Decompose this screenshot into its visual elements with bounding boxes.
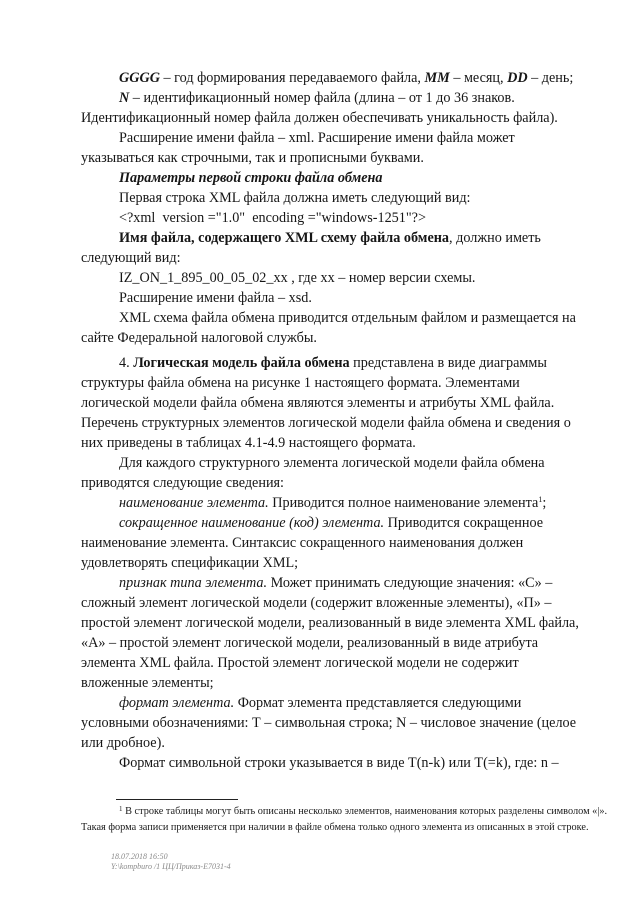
text-line: приводятся следующие сведения: — [81, 475, 285, 491]
text-line: формат элемента. Формат элемента представляется следующими — [119, 695, 522, 711]
text-line: GGGG – год формирования передаваемого файла, MM – месяц, DD – день; — [119, 70, 574, 86]
text-line: 4. Логическая модель файла обмена представлена в виде диаграммы — [119, 355, 547, 371]
text-line: Для каждого структурного элемента логической модели файла обмена — [119, 455, 545, 471]
file-stamp-date: 18.07.2018 16:50 — [111, 852, 168, 861]
footnote-line: Такая форма записи применяется при наличии в файле обмена только одного элемента из описанных в этой строке. — [81, 822, 589, 833]
text-line: Расширение имени файла – xsd. — [119, 290, 312, 306]
text-line: них приведены в таблицах 4.1-4.9 настоящего формата. — [81, 435, 416, 451]
code-line: <?xml version ="1.0" encoding ="windows-1251"?> — [119, 210, 426, 226]
text-line: XML схема файла обмена приводится отдельным файлом и размещается на — [119, 310, 576, 326]
text-line: N – идентификационный номер файла (длина – от 1 до 36 знаков. — [119, 90, 515, 106]
footnote-line: $^1$ В строке таблицы могут быть описаны несколько элементов, наименования которых разделены символом «|». — [119, 805, 608, 817]
text-line: сайте Федеральной налоговой службы. — [81, 330, 317, 346]
section-heading: Параметры первой строки файла обмена — [119, 170, 383, 186]
text-line: Первая строка XML файла должна иметь следующий вид: — [119, 190, 471, 206]
text-line: указываться как строчными, так и прописными буквами. — [81, 150, 424, 166]
text-line: Перечень структурных элементов логической модели файла обмена и сведения о — [81, 415, 571, 431]
text-line: наименование элемента. Синтаксис сокращенного наименования должен — [81, 535, 524, 551]
text-line: удовлетворять спецификации XML; — [81, 555, 299, 571]
text-line: Формат символьной строки указывается в виде Т(n-k) или Т(=k), где: n – — [119, 755, 559, 771]
file-stamp-path: Y:\kompburo /1 ЦЦ/Приказ-Е7031-4 — [111, 862, 231, 871]
text-line: логической модели файла обмена являются элементы и атрибуты XML файла. — [81, 395, 555, 411]
text-line: признак типа элемента. Может принимать следующие значения: «С» – — [119, 575, 553, 591]
footnote-ref: 1 — [538, 495, 543, 504]
text-line: IZ_ON_1_895_00_05_02_xx , где хх – номер версии схемы. — [119, 270, 476, 286]
text-line: сокращенное наименование (код) элемента. Приводится сокращенное — [119, 515, 544, 531]
text-line: «А» – простой элемент логической модели, реализованный в виде атрибута — [81, 635, 539, 651]
text-line: или дробное). — [81, 735, 165, 751]
text-line: Идентификационный номер файла должен обеспечивать уникальность файла). — [81, 110, 558, 126]
text-line: структуры файла обмена на рисунке 1 настоящего формата. Элементами — [81, 375, 520, 391]
text-line: наименование элемента. Приводится полное наименование элемента$^1$; — [119, 495, 547, 511]
text-line: следующий вид: — [81, 250, 181, 266]
text-line: элемента XML файла. Простой элемент логической модели не содержит — [81, 655, 519, 671]
text-line: Имя файла, содержащего XML схему файла обмена, должно иметь — [119, 230, 541, 246]
text-line: вложенные элементы; — [81, 675, 214, 691]
text-line: простой элемент логической модели, реализованный в виде элемента XML файла, — [81, 615, 579, 631]
text-line: Расширение имени файла – xml. Расширение имени файла может — [119, 130, 515, 146]
text-line: условными обозначениями: Т – символьная строка; N – числовое значение (целое — [81, 715, 577, 731]
text-line: сложный элемент логической модели (содержит вложенные элементы), «П» – — [81, 595, 552, 611]
footnote-divider — [116, 799, 238, 800]
